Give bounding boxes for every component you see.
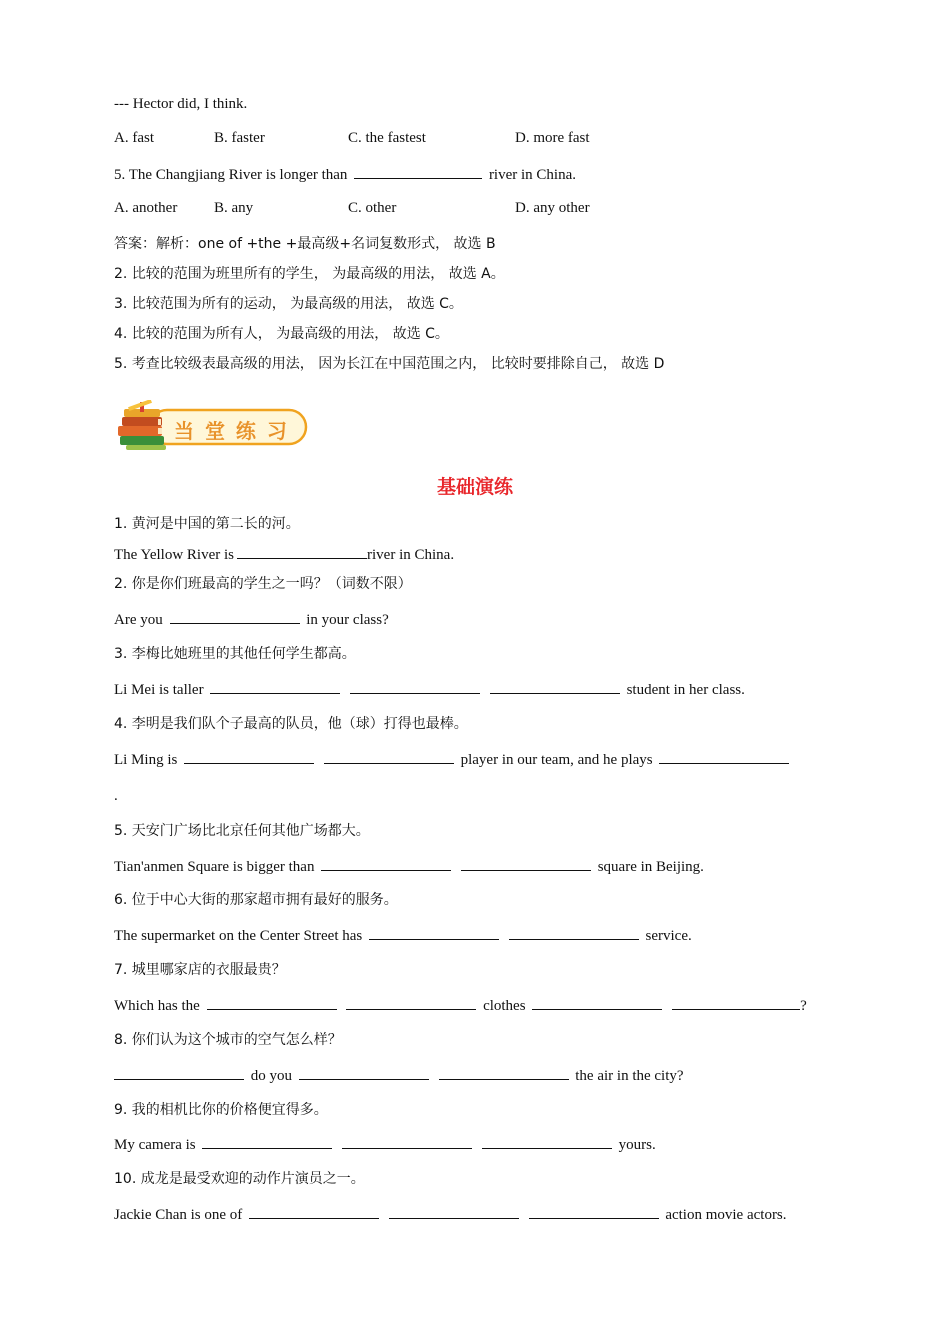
exercise-10-sentence bbox=[114, 1204, 787, 1225]
answer-blank bbox=[439, 1065, 569, 1080]
answer-blank bbox=[509, 925, 639, 940]
answer-blank bbox=[321, 856, 451, 871]
answer-blank bbox=[529, 1204, 659, 1219]
sentence-text: river in China. bbox=[367, 547, 455, 563]
sentence-text: the air in the city? bbox=[575, 1068, 684, 1084]
answer-blank bbox=[659, 749, 789, 764]
answer-blank bbox=[114, 1065, 244, 1080]
sentence-text: in your class? bbox=[306, 612, 389, 628]
answer-blank bbox=[207, 995, 337, 1010]
exercise-7-sentence bbox=[114, 995, 807, 1016]
exercise-2-prompt: 2. 你是你们班最高的学生之一吗？（词数不限） bbox=[114, 576, 412, 592]
answer-blank bbox=[350, 679, 480, 694]
answer-blank bbox=[202, 1134, 332, 1149]
answer-blank bbox=[672, 995, 800, 1010]
exercise-9-sentence bbox=[114, 1134, 656, 1155]
sentence-text: The Yellow River is bbox=[114, 547, 234, 563]
option-d: D. any other bbox=[515, 200, 590, 216]
answer-blank bbox=[237, 544, 367, 559]
exercise-4-sentence bbox=[114, 749, 792, 770]
sentence-text: My camera is bbox=[114, 1137, 196, 1153]
sentence-text: Tian'anmen Square is bigger than bbox=[114, 859, 315, 875]
exercise-9-prompt: 9. 我的相机比你的价格便宜得多。 bbox=[114, 1102, 328, 1118]
answer-blank bbox=[249, 1204, 379, 1219]
answer-explanation-2: 2. 比较的范围为班里所有的学生， 为最高级的用法， 故选 A。 bbox=[114, 266, 505, 282]
sentence-text: Li Mei is taller bbox=[114, 682, 204, 698]
sentence-text: service. bbox=[645, 928, 692, 944]
q5-text-after: river in China. bbox=[488, 167, 577, 183]
answer-blank bbox=[210, 679, 340, 694]
exercise-3-prompt: 3. 李梅比她班里的其他任何学生都高。 bbox=[114, 646, 356, 662]
sentence-text: yours. bbox=[618, 1137, 656, 1153]
exercise-5-sentence bbox=[114, 856, 704, 877]
sentence-text: ? bbox=[800, 998, 807, 1014]
section-title: 基础演练 bbox=[436, 476, 513, 498]
sentence-text: do you bbox=[250, 1068, 292, 1084]
exercise-10-prompt: 10. 成龙是最受欢迎的动作片演员之一。 bbox=[114, 1171, 365, 1187]
answer-explanation-1: 答案：解析：one of +the +最高级+名词复数形式， 故选 B bbox=[114, 236, 496, 252]
answer-blank bbox=[389, 1204, 519, 1219]
answer-explanation-4: 4. 比较的范围为所有人， 为最高级的用法， 故选 C。 bbox=[114, 326, 449, 342]
answer-blank bbox=[482, 1134, 612, 1149]
dialog-answer: --- Hector did, I think. bbox=[114, 96, 248, 112]
answer-explanation-3: 3. 比较范围为所有的运动， 为最高级的用法， 故选 C。 bbox=[114, 296, 463, 312]
exercise-6-prompt: 6. 位于中心大街的那家超市拥有最好的服务。 bbox=[114, 892, 398, 908]
sentence-text: Li Ming is bbox=[114, 752, 178, 768]
answer-blank bbox=[184, 749, 314, 764]
sentence-text: Jackie Chan is one of bbox=[114, 1207, 243, 1223]
answer-blank bbox=[490, 679, 620, 694]
exercise-5-prompt: 5. 天安门广场比北京任何其他广场都大。 bbox=[114, 823, 370, 839]
exercise-4-period: . bbox=[114, 788, 118, 804]
sentence-text: Are you bbox=[114, 612, 163, 628]
option-a: A. another bbox=[114, 200, 178, 216]
answer-blank bbox=[324, 749, 454, 764]
answer-blank bbox=[461, 856, 591, 871]
option-a: A. fast bbox=[114, 130, 154, 146]
exercise-6-sentence bbox=[114, 925, 692, 946]
sentence-text: student in her class. bbox=[626, 682, 745, 698]
answer-blank bbox=[532, 995, 662, 1010]
answer-blank bbox=[354, 164, 482, 179]
question-5 bbox=[114, 164, 576, 185]
option-b: B. faster bbox=[214, 130, 265, 146]
answer-blank bbox=[342, 1134, 472, 1149]
option-b: B. any bbox=[214, 200, 254, 216]
practice-banner bbox=[114, 400, 310, 456]
q5-text-before: 5. The Changjiang River is longer than bbox=[114, 167, 348, 183]
sentence-text: Which has the bbox=[114, 998, 200, 1014]
exercise-8-sentence bbox=[114, 1065, 684, 1086]
sentence-text: action movie actors. bbox=[665, 1207, 787, 1223]
answer-blank bbox=[346, 995, 476, 1010]
banner-label: 当 堂 练 习 bbox=[174, 419, 289, 443]
answer-blank bbox=[170, 609, 300, 624]
exercise-7-prompt: 7. 城里哪家店的衣服最贵？ bbox=[114, 962, 286, 978]
exercise-1-prompt: 1. 黄河是中国的第二长的河。 bbox=[114, 516, 300, 532]
option-d: D. more fast bbox=[515, 130, 590, 146]
answer-blank bbox=[369, 925, 499, 940]
answer-explanation-5: 5. 考查比较级表最高级的用法， 因为长江在中国范围之内， 比较时要排除自己， 故选 D bbox=[114, 356, 665, 372]
exercise-8-prompt: 8. 你们认为这个城市的空气怎么样？ bbox=[114, 1032, 342, 1048]
sentence-text: clothes bbox=[483, 998, 526, 1014]
exercise-3-sentence bbox=[114, 679, 745, 700]
exercise-2-sentence bbox=[114, 609, 389, 630]
sentence-text: The supermarket on the Center Street has bbox=[114, 928, 363, 944]
option-c: C. the fastest bbox=[348, 130, 426, 146]
exercise-1-sentence bbox=[114, 544, 454, 565]
sentence-text: player in our team, and he plays bbox=[460, 752, 653, 768]
answer-blank bbox=[299, 1065, 429, 1080]
option-c: C. other bbox=[348, 200, 397, 216]
exercise-4-prompt: 4. 李明是我们队个子最高的队员，他（球）打得也最棒。 bbox=[114, 716, 468, 732]
sentence-text: square in Beijing. bbox=[597, 859, 704, 875]
